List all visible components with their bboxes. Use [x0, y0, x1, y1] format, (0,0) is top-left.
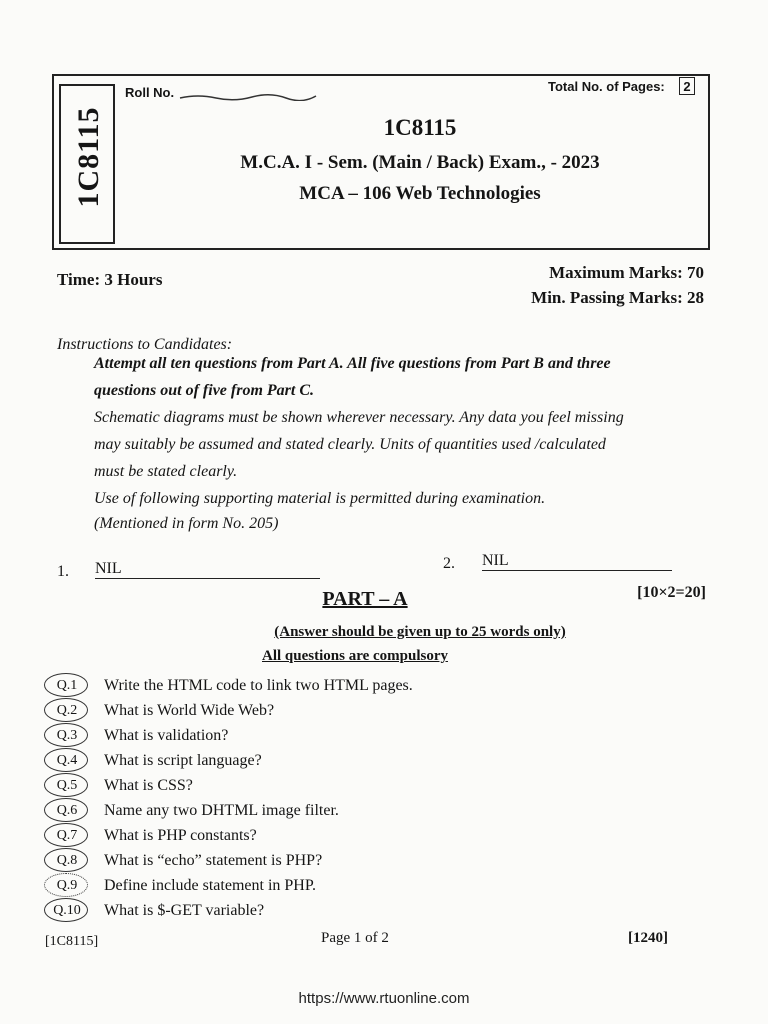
part-a-title: PART – A	[322, 588, 408, 610]
side-paper-code: 1C8115	[72, 106, 105, 208]
question-number: Q.7	[56, 828, 78, 843]
part-a-compulsory-note: All questions are compulsory	[262, 648, 448, 664]
min-passing-marks: Min. Passing Marks: 28	[531, 288, 704, 307]
question-number: Q.2	[56, 703, 78, 718]
question-number: Q.5	[56, 778, 78, 793]
question-text: What is World Wide Web?	[104, 702, 275, 719]
question-text: What is $-GET variable?	[104, 902, 265, 919]
material-value: NIL	[482, 552, 672, 571]
side-code-box	[59, 84, 115, 244]
instruction-line: questions out of five from Part C.	[94, 382, 315, 399]
question-text: What is validation?	[104, 727, 229, 744]
question-number: Q.4	[56, 753, 78, 768]
instruction-line: (Mentioned in form No. 205)	[94, 515, 279, 532]
question-text: What is PHP constants?	[104, 827, 257, 844]
material-number: 2.	[443, 555, 455, 572]
instruction-line: may suitably be assumed and stated clearly. Units of quantities used /calculated	[94, 436, 606, 453]
question-text: What is “echo” statement is PHP?	[104, 852, 323, 869]
paper-code: 1C8115	[383, 115, 457, 140]
question-number: Q.9	[56, 878, 78, 893]
question-text: Define include statement in PHP.	[104, 877, 316, 894]
question-text: What is CSS?	[104, 777, 193, 794]
question-text: Write the HTML code to link two HTML pages.	[104, 677, 413, 694]
question-number: Q.3	[56, 728, 78, 743]
instruction-line: Use of following supporting material is permitted during examination.	[94, 490, 546, 507]
total-pages-label: Total No. of Pages:	[548, 79, 665, 94]
roll-number-scribble	[178, 93, 318, 101]
instruction-line: Attempt all ten questions from Part A. All five questions from Part B and three	[94, 355, 611, 372]
exam-title: M.C.A. I - Sem. (Main / Back) Exam., - 2023	[240, 152, 600, 173]
question-number: Q.10	[53, 903, 81, 918]
question-number: Q.8	[56, 853, 78, 868]
subject-title: MCA – 106 Web Technologies	[299, 183, 541, 204]
roll-number-label: Roll No.	[125, 85, 175, 100]
part-a-word-limit-note: (Answer should be given up to 25 words only)	[274, 624, 566, 640]
material-value: NIL	[95, 560, 320, 579]
question-number: Q.6	[56, 803, 78, 818]
material-number: 1.	[57, 563, 69, 580]
instructions-heading: Instructions to Candidates:	[57, 336, 233, 353]
instruction-line: Schematic diagrams must be shown wherever necessary. Any data you feel missing	[94, 409, 624, 426]
instruction-line: must be stated clearly.	[94, 463, 238, 480]
exam-time: Time: 3 Hours	[57, 270, 163, 289]
part-a-marks: [10×2=20]	[637, 584, 706, 601]
total-pages-value: 2	[679, 77, 695, 95]
question-number: Q.1	[56, 678, 78, 693]
footer-print-number: [1240]	[628, 930, 668, 946]
footer-url: https://www.rtuonline.com	[298, 990, 470, 1007]
footer-page-number: Page 1 of 2	[321, 930, 389, 946]
footer-paper-code: [1C8115]	[45, 934, 99, 949]
question-text: What is script language?	[104, 752, 262, 769]
question-text: Name any two DHTML image filter.	[104, 802, 339, 819]
maximum-marks: Maximum Marks: 70	[549, 263, 704, 282]
